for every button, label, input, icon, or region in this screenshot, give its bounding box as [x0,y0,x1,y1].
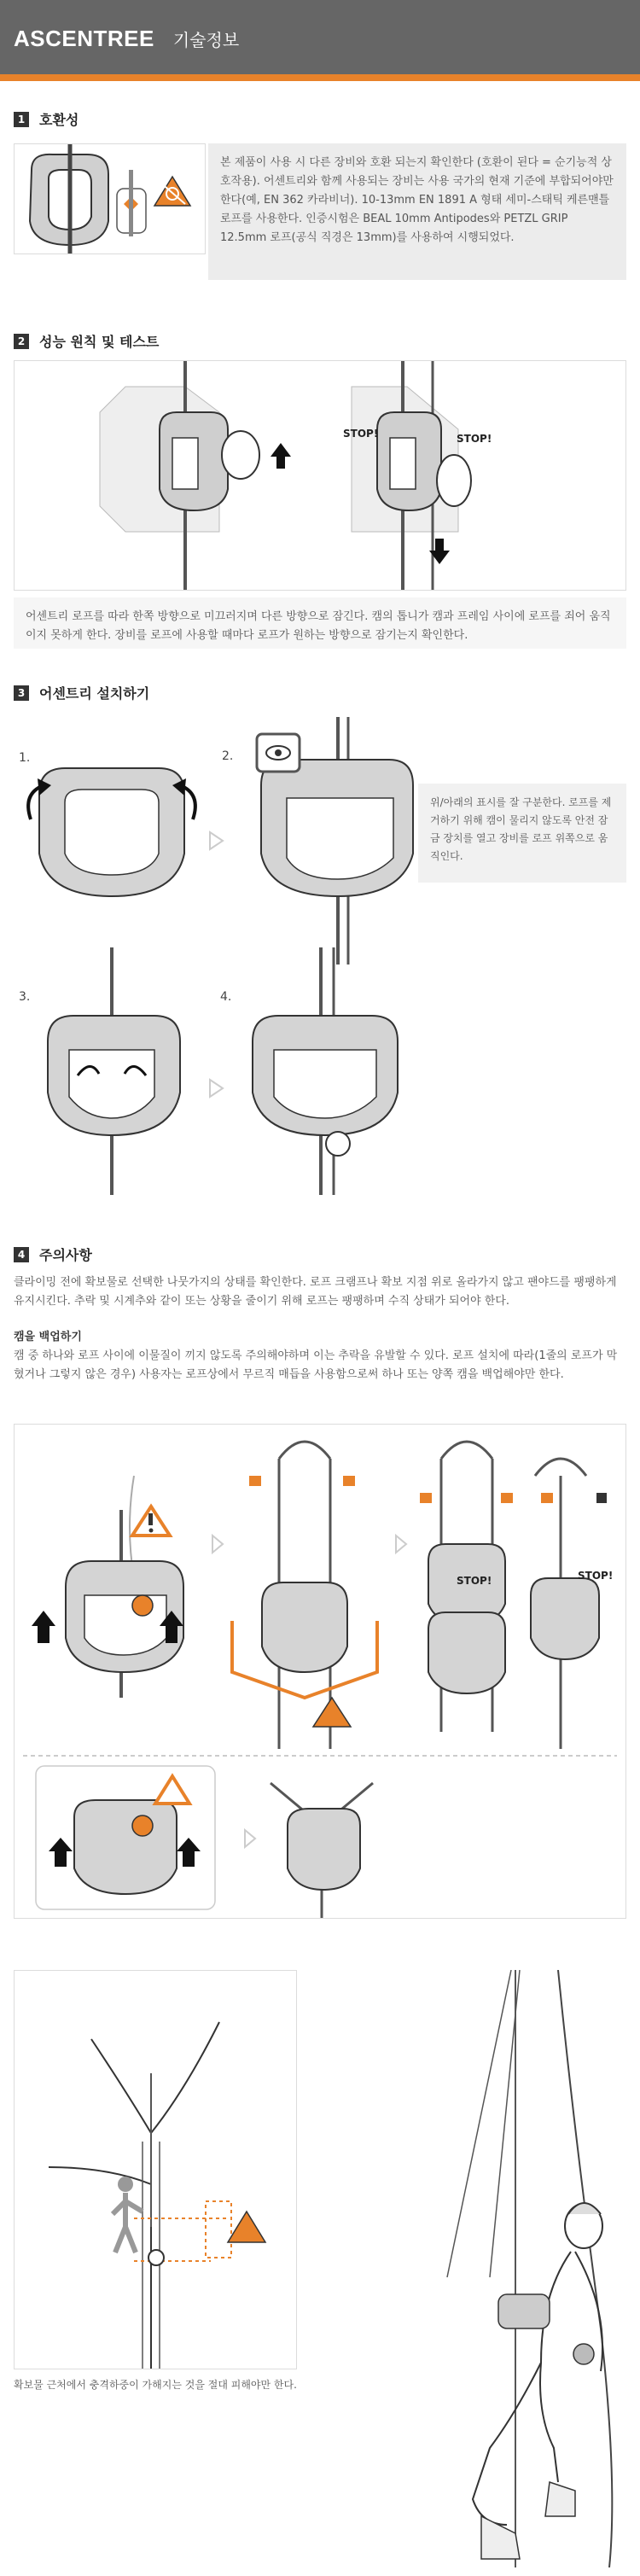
stop-label: STOP! [457,1575,492,1587]
backup-cam-diagram [15,1425,625,1918]
section-4-heading [14,1244,92,1264]
stop-label: STOP! [578,1570,614,1582]
ascender-device-icon [15,144,205,254]
step-2-label: 2. [222,749,234,763]
warnings-paragraph-2: 캠 중 하나와 로프 사이에 이물질이 끼지 않도록 주의해야하며 이는 추락을 유발할 수 있다. 로프 설치에 따라(1줄의 로프가 막혔거나 그렇지 않은 경우) 사용자는 로프상에서 무르직 매듭을 사용함으로써 하나 또는 양쪽 캠을 백업해야만 한다. [14,1349,618,1381]
stop-label: STOP! [457,433,492,445]
tree-anchor-illustration [14,1970,297,2369]
section-2-heading [14,331,159,351]
section-title: 성능 원칙 및 테스트 [39,334,160,350]
step-3-label: 3. [19,990,31,1004]
section-3-heading [14,683,149,702]
backup-cam-subhead: 캠을 백업하기 [14,1331,82,1343]
section-title: 주의사항 [39,1247,92,1263]
tree-anchor-diagram [15,1971,296,2369]
compatibility-illustration [14,143,206,254]
climber-illustration [345,1970,626,2567]
step-4-label: 4. [220,990,232,1004]
header-subtitle: 기술정보 [172,30,240,50]
step-1-label: 1. [19,751,31,765]
operating-principle-text: 어센트리 로프를 따라 한쪽 방향으로 미끄러지며 다른 방향으로 잠긴다. 캠의 톱니가 캠과 프레임 사이에 로프를 죄어 움직이지 못하게 한다. 장비를 로프에 사용할 때마다 로프가 원하는 방향으로 잠기는지 확인한다. [14,597,626,649]
section-number: 3 [14,685,29,701]
warnings-paragraph-1: 클라이밍 전에 확보물로 선택한 나뭇가지의 상태를 확인한다. 로프 크램프나 확보 지점 위로 올라가지 않고 팬야드를 팽팽하게 유지시킨다. 추락 및 시계추와 같이 또는 상황을 줄이기 위해 로프는 팽팽하며 수직 상태가 되어야 한다. [14,1276,617,1308]
section-number: 1 [14,112,29,127]
installation-diagram [14,717,415,1195]
operating-principle-illustration [14,360,626,591]
backup-cam-illustration [14,1424,626,1919]
shock-load-warning: 확보물 근처에서 충격하중이 가해지는 것을 절대 피해야만 한다. [14,2379,297,2391]
section-number: 2 [14,334,29,349]
operating-principle-diagram [15,361,625,590]
section-title: 호환성 [39,112,79,128]
header-title-row [14,26,239,52]
brand-title: ASCENTREE [14,26,154,51]
section-title: 어센트리 설치하기 [39,685,150,702]
installation-note: 위/아래의 표시를 잘 구분한다. 로프를 제거하기 위해 캠이 물리지 않도록 안전 잠금 장치를 열고 장비를 로프 위쪽으로 움직인다. [418,784,626,883]
section-1-heading [14,109,79,129]
compatibility-text: 본 제품이 사용 시 다른 장비와 호환 되는지 확인한다 (호환이 된다 = 순기능적 상호작용). 어센트리와 함께 사용되는 장비는 사용 국가의 현재 기준에 부합되어야만 한다(예, EN 362 카라비너). 10-13mm EN 1891 A 형태 세미-스태틱 케른맨틀 로프를 사용한다. 인증시험은 BEAL 10mm Antipodes와 PETZL GRIP 12.5mm 로프(공식 직경은 13mm)를 사용하여 시행되었다. [208,143,626,280]
section-number: 4 [14,1247,29,1262]
page-header [0,0,640,81]
accent-stripe [0,74,640,81]
stop-label: STOP! [343,428,379,440]
